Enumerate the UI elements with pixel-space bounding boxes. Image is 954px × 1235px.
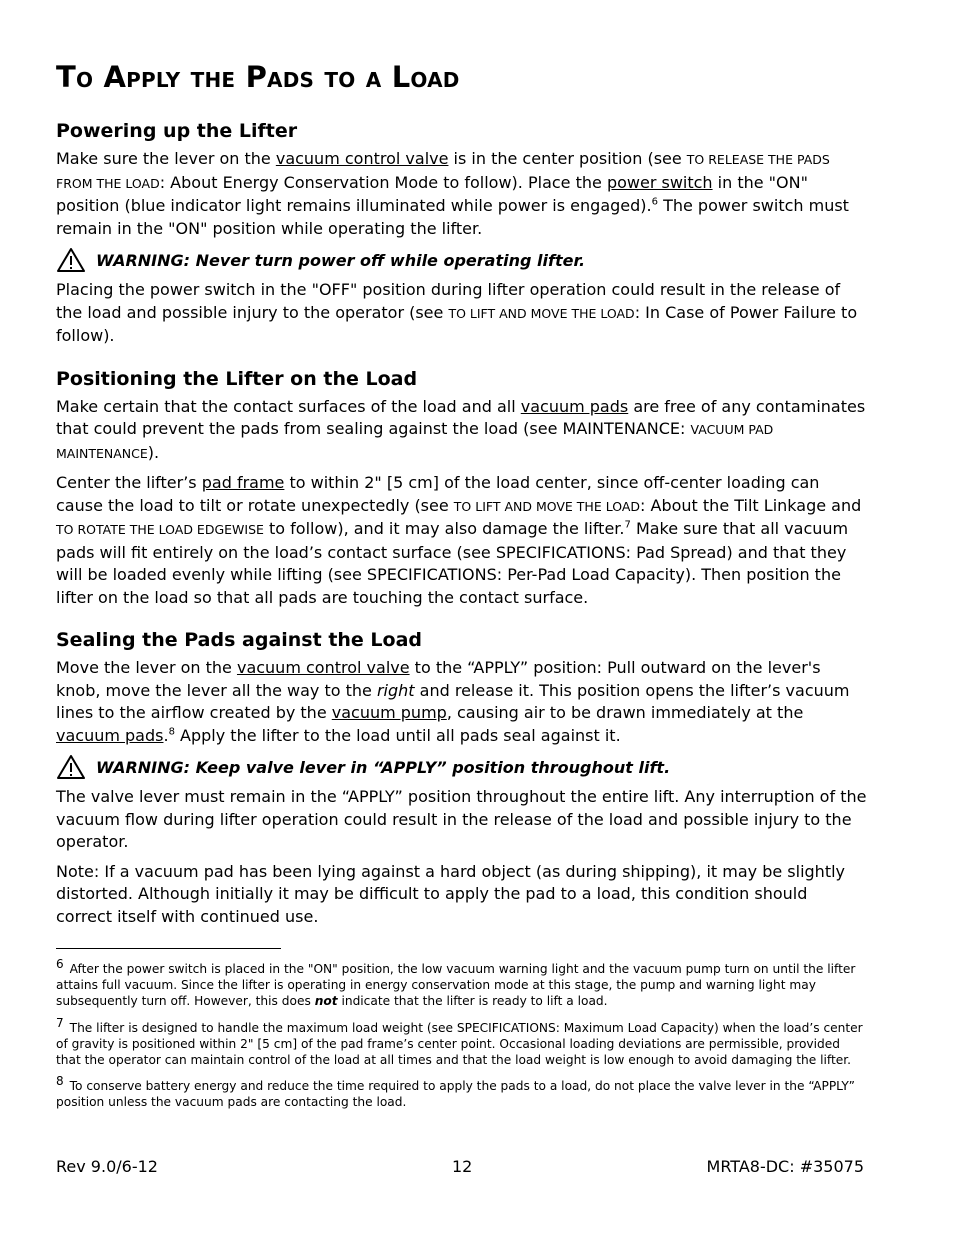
section-powering-up [56, 120, 868, 348]
footnote-separator [56, 948, 281, 949]
section-heading: Sealing the Pads against the Load [56, 629, 423, 651]
footnote [56, 1015, 864, 1069]
footnote-marker[interactable]: 8 [168, 726, 175, 738]
section-sealing [56, 629, 868, 928]
text: . [163, 725, 169, 745]
paragraph [56, 472, 868, 609]
page-footer [56, 1157, 864, 1176]
paragraph [56, 148, 868, 240]
text: Apply the lifter to the load until all pads seal against it. [174, 725, 621, 745]
paragraph: The valve lever must remain in the “APPLY” position throughout the entire lift. Any interruption of the vacuum flow during lifter operation could result in the release of the load and possible injury to the operator. [56, 787, 867, 851]
page-title: To Apply the Pads to a Load [56, 60, 460, 94]
paragraph [56, 396, 868, 466]
text: indicate that the lifter is ready to lift a load. [337, 994, 608, 1009]
document-id: MRTA8-DC: #35075 [706, 1157, 864, 1176]
warning-text: WARNING: Keep valve lever in “APPLY” position throughout lift. [96, 757, 671, 777]
page-number: 12 [452, 1157, 473, 1176]
footnote-marker[interactable]: 6 [651, 196, 658, 208]
warning-text: WARNING: Never turn power off while operating lifter. [96, 250, 586, 270]
footnotes [56, 956, 864, 1121]
text: in the "ON" position (blue indicator light remains illuminated while power is engaged). [56, 172, 808, 215]
footnote-number: 6 [56, 956, 64, 971]
text: are free of any contaminates that could prevent the pads from sealing against the load (see MAINTENANCE: [56, 396, 866, 438]
warning-callout [56, 754, 868, 780]
text: , causing air to be drawn immediately at the [446, 703, 804, 722]
cross-reference: TO LIFT AND MOVE THE LOAD [453, 498, 641, 514]
text: Center the lifter’s [56, 473, 202, 492]
text: : About Energy Conservation Mode to follow). Place the [159, 172, 607, 192]
text: to the “APPLY” position: Pull outward on the lever's knob, move the lever all the way to the [56, 658, 821, 700]
text: : In Case of Power Failure to follow). [56, 302, 858, 345]
footnote-number: 7 [56, 1015, 64, 1030]
vacuum-control-valve-link[interactable]: vacuum control valve [236, 658, 410, 677]
section-positioning [56, 368, 868, 610]
power-switch-link[interactable]: power switch [606, 172, 713, 192]
text: Make sure that all vacuum pads will fit entirely on the load’s contact surface (see SPECIFICATIONS: Pad Spread) and that they will be loaded evenly while lifting (see SPECIFICATIONS: Per-Pad Load Capacity). Then position the lifter on the load so that all pads are touching the contact surface. [56, 519, 849, 607]
text: Move the lever on the [56, 658, 237, 677]
vacuum-pads-link[interactable]: vacuum pads [520, 396, 629, 416]
section-heading: Positioning the Lifter on the Load [56, 367, 418, 390]
cross-reference: TO RELEASE THE PADS FROM THE LOAD [56, 152, 830, 191]
pad-frame-link[interactable]: pad frame [201, 473, 285, 492]
warning-callout [56, 247, 868, 273]
vacuum-pads-link[interactable]: vacuum pads [56, 725, 164, 745]
text: Make certain that the contact surfaces of the load and all [56, 396, 521, 416]
vacuum-control-valve-link[interactable]: vacuum control valve [275, 149, 449, 168]
text: Make sure the lever on the [56, 149, 276, 168]
page-content [56, 60, 868, 935]
text: and release it. This position opens the lifter’s vacuum lines to the airflow created by the [56, 680, 850, 722]
footnote [56, 956, 864, 1010]
warning-triangle-icon [56, 247, 86, 273]
text: To conserve battery energy and reduce the time required to apply the pads to a load, do not place the valve lever in the “APPLY” position unless the vacuum pads are contacting the load. [56, 1079, 855, 1110]
footnote [56, 1074, 864, 1110]
cross-reference: TO LIFT AND MOVE THE LOAD [448, 305, 635, 321]
text: : About the Tilt Linkage and [640, 495, 862, 515]
cross-reference: VACUUM PAD MAINTENANCE [56, 422, 774, 461]
emphasis: right [376, 680, 415, 700]
text: to within 2" [5 cm] of the load center, since off-center loading can cause the load to tilt or rotate unexpectedly (see [56, 473, 820, 515]
text: The lifter is designed to handle the maximum load weight (see SPECIFICATIONS: Maximum Load Capacity) when the load’s center of gravity is positioned within 2" [5 cm] of the pad frame’s center point. Occasional loading deviations are permissible, provided that the operator can maintain control of the load at all times and that the load weight is low enough to avoid damaging the lifter. [56, 1020, 863, 1068]
text: The power switch must remain in the "ON" position while operating the lifter. [56, 196, 849, 238]
text: Placing the power switch in the "OFF" position during lifter operation could result in the release of the load and possible injury to the operator (see [56, 280, 841, 322]
paragraph [56, 279, 868, 348]
section-heading: Powering up the Lifter [56, 120, 298, 142]
text: After the power switch is placed in the "ON" position, the low vacuum warning light and the vacuum pump turn on until the lifter attains full vacuum. Since the lifter is operating in energy conservation mode at this stage, the pump and warning light may subsequently turn off. However, this does [56, 962, 856, 1009]
cross-reference: TO ROTATE THE LOAD EDGEWISE [56, 522, 264, 537]
text: ). [147, 442, 160, 462]
footnote-number: 8 [56, 1074, 64, 1089]
warning-triangle-icon [56, 754, 86, 780]
footnote-marker[interactable]: 7 [624, 519, 631, 531]
text: to follow), and it may also damage the lifter. [263, 519, 625, 538]
revision-label: Rev 9.0/6-12 [56, 1157, 158, 1176]
text: is in the center position (see [448, 149, 687, 168]
paragraph [56, 657, 868, 747]
vacuum-pump-link[interactable]: vacuum pump [331, 703, 447, 722]
emphasis: not [314, 994, 338, 1009]
paragraph: Note: If a vacuum pad has been lying against a hard object (as during shipping), it may be slightly distorted. Although initially it may be difficult to apply the pad to a load, this condition should correct itself with continued use. [56, 861, 846, 926]
